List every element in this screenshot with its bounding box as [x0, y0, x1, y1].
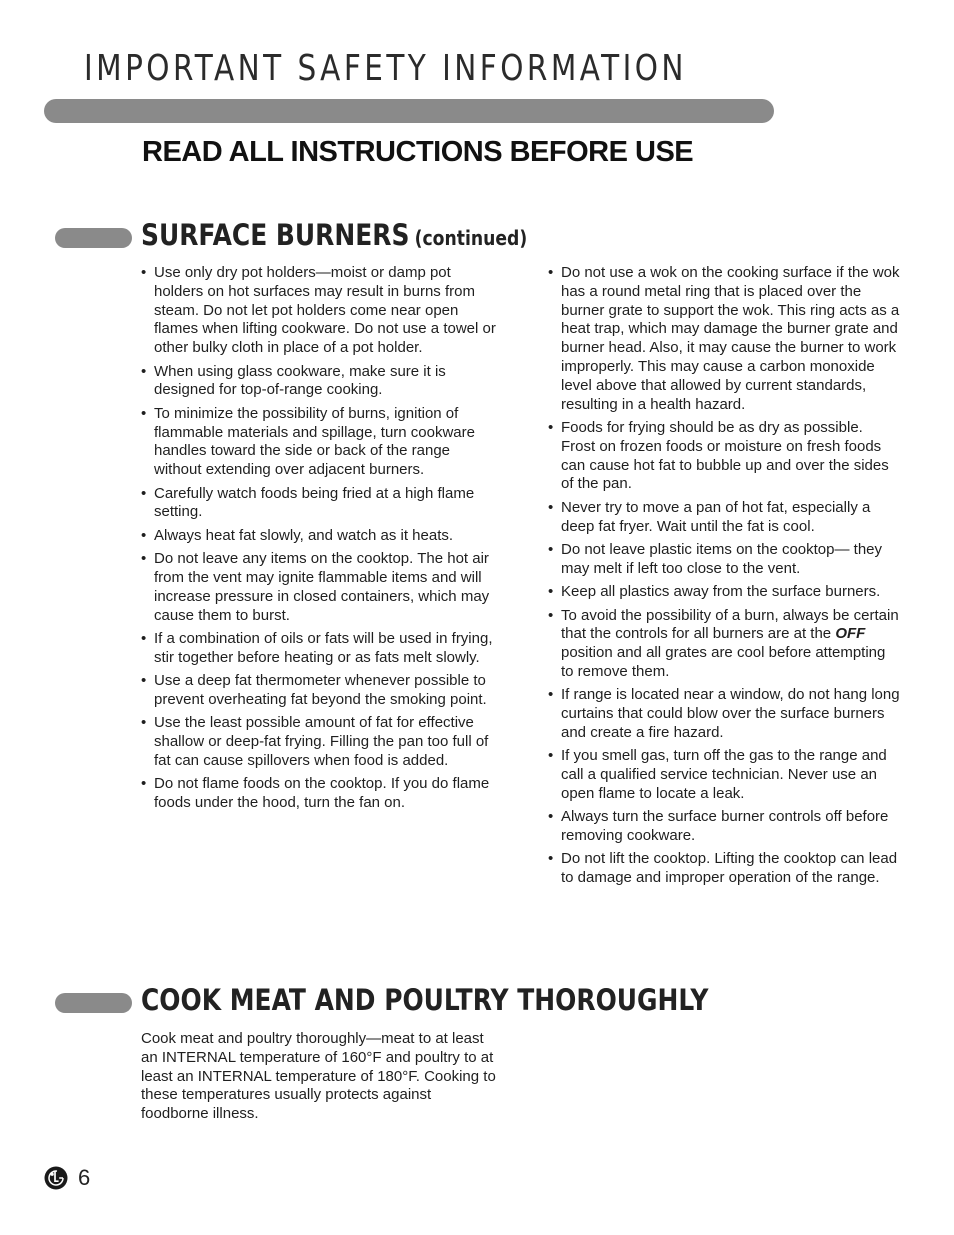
list-item: • Do not lift the cooktop. Lifting the cooktop can lead to damage and improper operation of the range. — [548, 850, 900, 888]
list-item: • To minimize the possibility of burns, ignition of flammable materials and spillage, turn cookware handles toward the side or back of the range without extending over adjacent burners. — [141, 405, 501, 480]
cook-meat-paragraph: Cook meat and poultry thoroughly—meat to at least an INTERNAL temperature of 160°F and poultry to at least an INTERNAL temperature of 180°F. Cooking to these temperatures usually protects against foodborne illness. — [141, 1030, 496, 1123]
list-item: • Always heat fat slowly, and watch as it heats. — [141, 527, 501, 546]
lg-logo-icon — [44, 1166, 68, 1190]
list-item: • Carefully watch foods being fried at a high flame setting. — [141, 485, 501, 523]
list-item: • Keep all plastics away from the surface burners. — [548, 583, 900, 602]
right-bullet-list — [548, 264, 900, 888]
off-item-text-before: To avoid the possibility of a burn, always be certain that the controls for all burners are at the — [561, 606, 899, 643]
section-marker-surface-burners — [55, 228, 132, 248]
off-emphasis: OFF — [835, 625, 866, 643]
surface-burners-continued: (continued) — [414, 226, 528, 250]
list-item: • Use the least possible amount of fat for effective shallow or deep-fat frying. Filling the pan too full of fat can cause spillovers when food is added. — [141, 714, 501, 770]
section-marker-cook-meat — [55, 993, 132, 1013]
list-item: • Do not leave any items on the cooktop. The hot air from the vent may ignite flammable items and will increase pressure in closed containers, which may cause them to burst. — [141, 550, 501, 625]
list-item: • If a combination of oils or fats will be used in frying, stir together before heating or as fats melt slowly. — [141, 630, 501, 668]
list-item: • Foods for frying should be as dry as possible. Frost on frozen foods or moisture on fresh foods can cause hot fat to bubble up and over the sides of the pan. — [548, 419, 900, 494]
off-item-text-after: position and all grates are cool before attempting to remove them. — [561, 644, 886, 680]
list-item: • Never try to move a pan of hot fat, especially a deep fat fryer. Wait until the fat is cool. — [548, 499, 900, 537]
read-all-heading: READ ALL INSTRUCTIONS BEFORE USE — [142, 136, 694, 168]
surface-burners-right-column — [548, 264, 900, 893]
left-bullet-list — [141, 264, 501, 813]
list-item: • Do not flame foods on the cooktop. If you do flame foods under the hood, turn the fan on. — [141, 775, 501, 813]
page-title: IMPORTANT SAFETY INFORMATION — [84, 48, 687, 89]
list-item: • Always turn the surface burner controls off before removing cookware. — [548, 808, 900, 846]
list-item: • Use only dry pot holders—moist or damp pot holders on hot surfaces may result in burns from steam. Do not let pot holders come near open flames when lifting cookware. Do not use a towel or other bulky cloth in place of a pot holder. — [141, 264, 501, 358]
surface-burners-title: SURFACE BURNERS — [141, 218, 410, 252]
list-item: • When using glass cookware, make sure it is designed for top-of-range cooking. — [141, 363, 501, 401]
list-item: • If range is located near a window, do not hang long curtains that could blow over the surface burners and create a fire hazard. — [548, 686, 900, 742]
cook-meat-title: COOK MEAT AND POULTRY THOROUGHLY — [141, 983, 709, 1017]
list-item: • If you smell gas, turn off the gas to the range and call a qualified service technician. Never use an open flame to locate a leak. — [548, 747, 900, 803]
page-number: 6 — [78, 1165, 91, 1190]
title-divider-bar — [44, 99, 774, 123]
list-item: • Do not leave plastic items on the cooktop— they may melt if left too close to the vent. — [548, 541, 900, 579]
list-item: • Do not use a wok on the cooking surface if the wok has a round metal ring that is placed over the burner grate to support the wok. This ring acts as a heat trap, which may damage the burner grate and burner head. Also, it may cause the burner to work improperly. This may cause a carbon monoxide level above that allowed by current standards, resulting in a health hazard. — [548, 264, 900, 414]
surface-burners-heading — [141, 218, 527, 252]
list-item: • Use a deep fat thermometer whenever possible to prevent overheating fat beyond the smoking point. — [141, 672, 501, 710]
list-item-off-position — [548, 607, 900, 682]
cook-meat-heading — [141, 983, 708, 1017]
surface-burners-left-column — [141, 264, 501, 817]
